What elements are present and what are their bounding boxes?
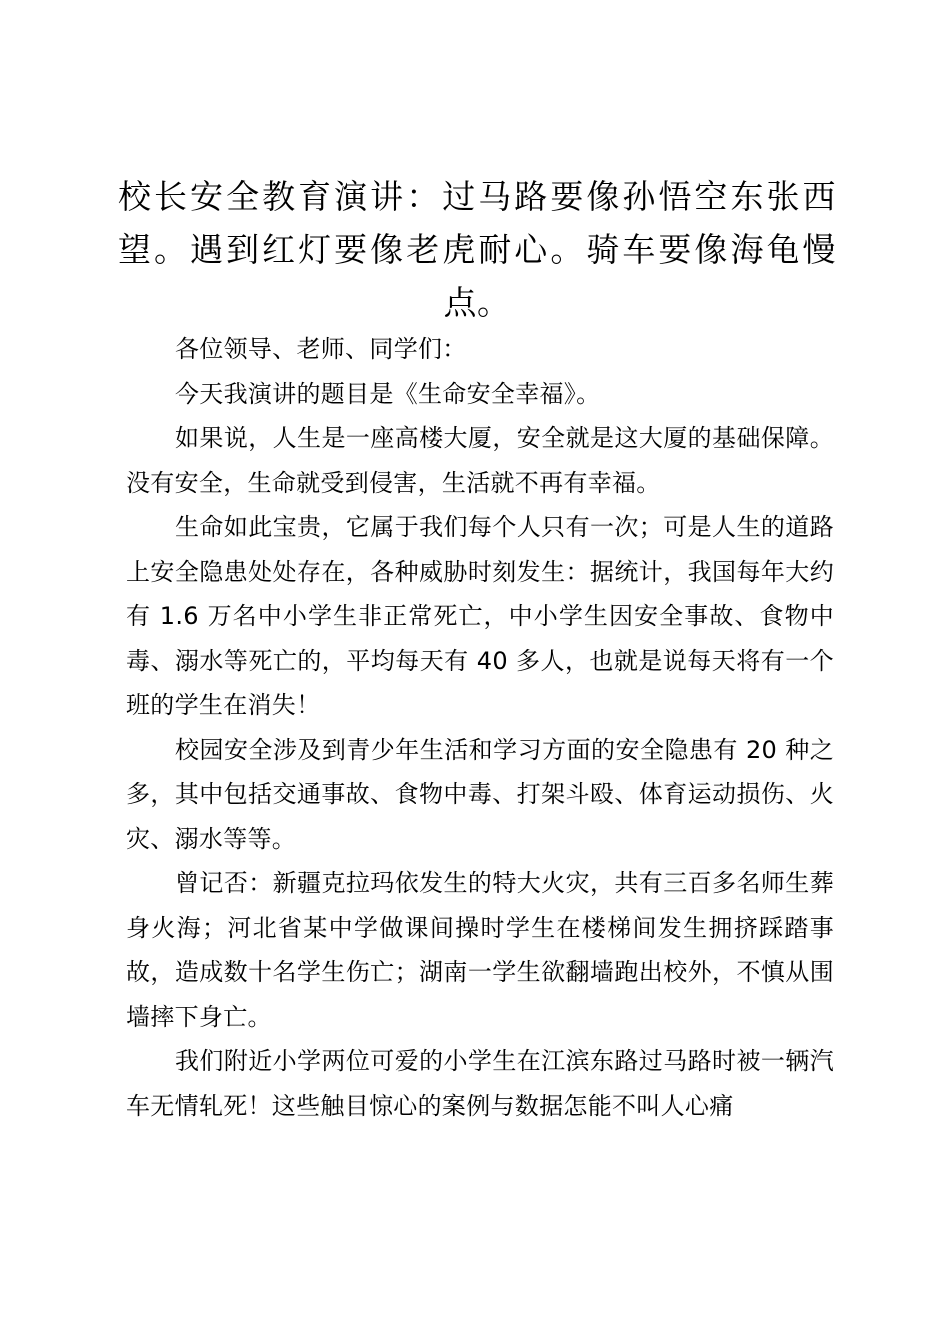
document-body bbox=[126, 327, 834, 1128]
paragraph-incidents: 曾记否：新疆克拉玛依发生的特大火灾，共有三百多名师生葬身火海；河北省某中学做课间操时学生在楼梯间发生拥挤踩踏事故，造成数十名学生伤亡；湖南一学生欲翻墙跑出校外，不慎从围墙摔下身亡。 bbox=[126, 869, 834, 1031]
paragraph-local-accident: 我们附近小学两位可爱的小学生在江滨东路过马路时被一辆汽车无情轧死！这些触目惊心的案例与数据怎能不叫人心痛 bbox=[126, 1047, 834, 1120]
paragraph-greeting: 各位领导、老师、同学们： bbox=[175, 335, 467, 363]
paragraph-safety-foundation: 如果说，人生是一座高楼大厦，安全就是这大厦的基础保障。没有安全，生命就受到侵害，生活就不再有幸福。 bbox=[126, 424, 834, 497]
paragraph-statistics: 生命如此宝贵，它属于我们每个人只有一次；可是人生的道路上安全隐患处处存在，各种威胁时刻发生：据统计，我国每年大约有 1.6 万名中小学生非正常死亡，中小学生因安全事故、食物中毒、溺水等死亡的，平均每天有 40 多人，也就是说每天将有一个班的学生在消失！ bbox=[126, 513, 834, 719]
paragraph-topic: 今天我演讲的题目是《生命安全幸福》。 bbox=[175, 379, 601, 408]
paragraph-campus-hazards: 校园安全涉及到青少年生活和学习方面的安全隐患有 20 种之多，其中包括交通事故、食物中毒、打架斗殴、体育运动损伤、火灾、溺水等等。 bbox=[126, 735, 834, 853]
document-title: 校长安全教育演讲：过马路要像孙悟空东张西望。遇到红灯要像老虎耐心。骑车要像海龟慢点。 bbox=[118, 177, 836, 322]
